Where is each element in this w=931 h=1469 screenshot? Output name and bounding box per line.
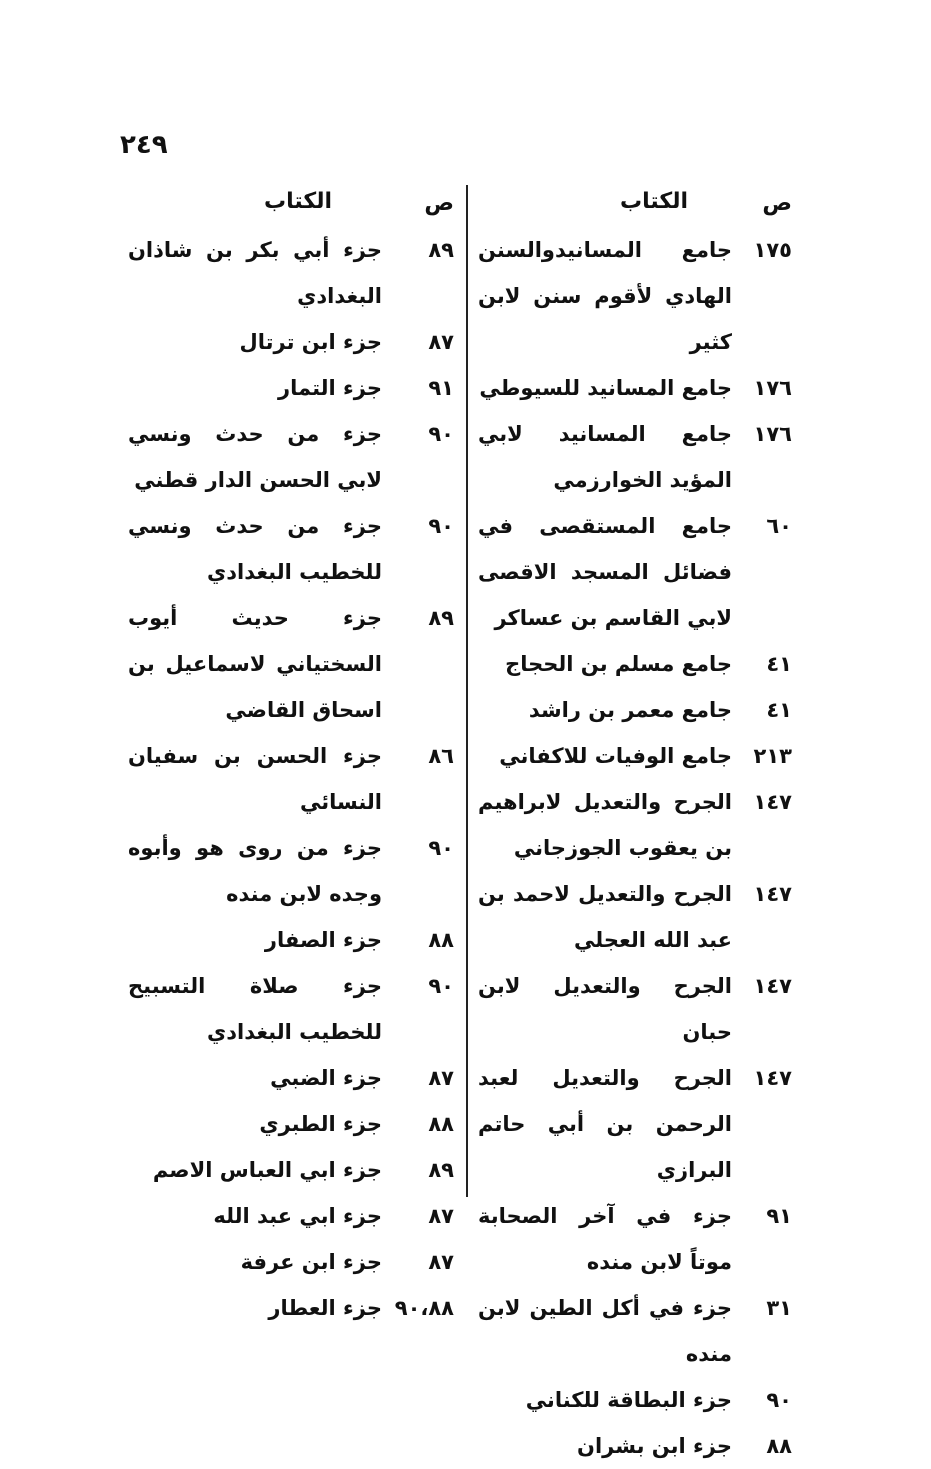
entry-title: جزء ابي العباس الاصم <box>152 1158 382 1182</box>
entry-page: ١٤٧ <box>753 882 792 906</box>
index-entry <box>478 227 798 365</box>
index-entry <box>478 1285 798 1377</box>
entry-title: جزء من روى هو وأبوه وجده لابن منده <box>128 836 382 906</box>
index-entry <box>478 1055 798 1193</box>
index-entry <box>478 503 798 641</box>
column-header <box>478 185 798 227</box>
column-header <box>128 185 460 227</box>
entry-title: جامع المسانيد لابي المؤيد الخوارزمي <box>478 422 732 492</box>
page-header: ص <box>762 191 792 216</box>
entry-title: جزء العطار <box>268 1296 382 1320</box>
entry-title: جزء ابي عبد الله <box>213 1204 382 1228</box>
entry-title: جزء في آخر الصحابة موتاً لابن منده <box>478 1204 732 1274</box>
entry-page: ٣١ <box>766 1296 792 1320</box>
entry-title: جزء ابن عرفة <box>240 1250 382 1274</box>
entry-title: الجرح والتعديل لاحمد بن عبد الله العجلي <box>478 882 732 952</box>
index-entry <box>478 365 798 411</box>
entry-page: ٨٧ <box>428 1066 454 1090</box>
entry-title: جامع مسلم بن الحجاج <box>505 652 732 676</box>
entry-page: ٤١ <box>766 652 792 676</box>
entry-title: جزء أبي بكر بن شاذان البغدادي <box>128 238 382 308</box>
entry-page: ٩١ <box>766 1204 792 1228</box>
entry-title: جزء حديث أيوب السختياني لاسماعيل بن اسحاق القاضي <box>128 606 382 722</box>
index-entry <box>478 733 798 779</box>
index-entry <box>128 1055 460 1101</box>
entry-title: جزء صلاة التسبيح للخطيب البغدادي <box>128 974 382 1044</box>
entry-title: جامع المسانيد للسيوطي <box>479 376 732 400</box>
entry-page: ١٧٦ <box>753 376 792 400</box>
index-entry <box>128 595 460 733</box>
entry-page: ٢١٣ <box>753 744 792 768</box>
index-column-right <box>478 185 798 1469</box>
index-entry <box>128 411 460 503</box>
index-entry <box>128 1285 460 1331</box>
entry-title: جامع معمر بن راشد <box>528 698 732 722</box>
entry-title: الجرح والتعديل لابراهيم بن يعقوب الجوزجاني <box>478 790 732 860</box>
title-header: الكتاب <box>620 189 688 214</box>
index-entry <box>478 963 798 1055</box>
entry-page: ٤١ <box>766 698 792 722</box>
index-entry <box>128 1193 460 1239</box>
entry-page: ١٤٧ <box>753 974 792 998</box>
index-entry <box>128 319 460 365</box>
entry-page: ٩١ <box>428 376 454 400</box>
title-header: الكتاب <box>264 189 332 214</box>
index-entry <box>478 411 798 503</box>
page-number: ٢٤٩ <box>120 130 168 160</box>
index-entry <box>128 227 460 319</box>
index-entry <box>128 733 460 825</box>
entry-page: ٨٩ <box>428 606 454 630</box>
entry-page: ١٧٥ <box>753 238 792 262</box>
entry-page: ٩٠ <box>428 422 454 446</box>
index-entry <box>478 779 798 871</box>
entry-page: ٨٧ <box>428 1204 454 1228</box>
entry-page: ٩٠ <box>428 836 454 860</box>
index-entry <box>478 871 798 963</box>
entry-title: جامع المسانيدوالسنن الهادي لأقوم سنن لابن كثير <box>478 238 732 354</box>
entry-page: ٨٨ <box>428 1112 454 1136</box>
entry-page: ٩٠ <box>428 514 454 538</box>
index-entry <box>478 687 798 733</box>
entry-page: ٩٠ <box>428 974 454 998</box>
index-entry <box>478 1193 798 1285</box>
entry-title: الجرح والتعديل لابن حبان <box>478 974 732 1044</box>
entry-page: ٨٦ <box>428 744 454 768</box>
entry-title: جزء الطبري <box>259 1112 382 1136</box>
entry-title: جزء الضبي <box>270 1066 382 1090</box>
entry-page: ١٧٦ <box>753 422 792 446</box>
entry-page: ٨٧ <box>428 1250 454 1274</box>
entry-title: جزء في أكل الطين لابن منده <box>478 1296 732 1366</box>
page-header: ص <box>424 191 454 216</box>
entry-page: ٨٩ <box>428 1158 454 1182</box>
entry-title: جزء الحسن بن سفيان النسائي <box>128 744 382 814</box>
entry-title: جزء من حدث ونسي لابي الحسن الدار قطني <box>128 422 382 492</box>
index-entry <box>128 1147 460 1193</box>
entry-page: ١٤٧ <box>753 1066 792 1090</box>
entry-title: جامع الوفيات للاكفاني <box>499 744 732 768</box>
index-entry <box>128 503 460 595</box>
entry-page: ٩٠ <box>766 1388 792 1412</box>
index-entry <box>128 365 460 411</box>
column-divider <box>466 185 468 1197</box>
entry-title: جزء التمار <box>278 376 382 400</box>
entry-title: جزء ابن بشران <box>577 1434 732 1458</box>
entry-title: جامع المستقصى في فضائل المسجد الاقصى لابي القاسم بن عساكر <box>478 514 732 630</box>
entry-page: ٦٠ <box>766 514 792 538</box>
entry-page: ٨٨ <box>428 928 454 952</box>
entry-page: ٨٧ <box>428 330 454 354</box>
entry-page: ١٤٧ <box>753 790 792 814</box>
index-entry <box>128 963 460 1055</box>
index-entry <box>128 1101 460 1147</box>
entry-title: الجرح والتعديل لعبد الرحمن بن أبي حاتم البرازي <box>478 1066 732 1182</box>
index-entry <box>478 1423 798 1469</box>
entry-page: ٨٩ <box>428 238 454 262</box>
entry-title: جزء الصفار <box>264 928 382 952</box>
index-column-left <box>128 185 460 1331</box>
index-entry <box>478 1377 798 1423</box>
entry-title: جزء من حدث ونسي للخطيب البغدادي <box>128 514 382 584</box>
entry-page: ٩٠،٨٨ <box>394 1296 454 1320</box>
index-entry <box>128 825 460 917</box>
entry-title: جزء ابن ترتال <box>239 330 382 354</box>
entry-page: ٨٨ <box>766 1434 792 1458</box>
entry-title: جزء البطاقة للكناني <box>525 1388 732 1412</box>
index-entry <box>128 917 460 963</box>
index-entry <box>128 1239 460 1285</box>
index-entry <box>478 641 798 687</box>
